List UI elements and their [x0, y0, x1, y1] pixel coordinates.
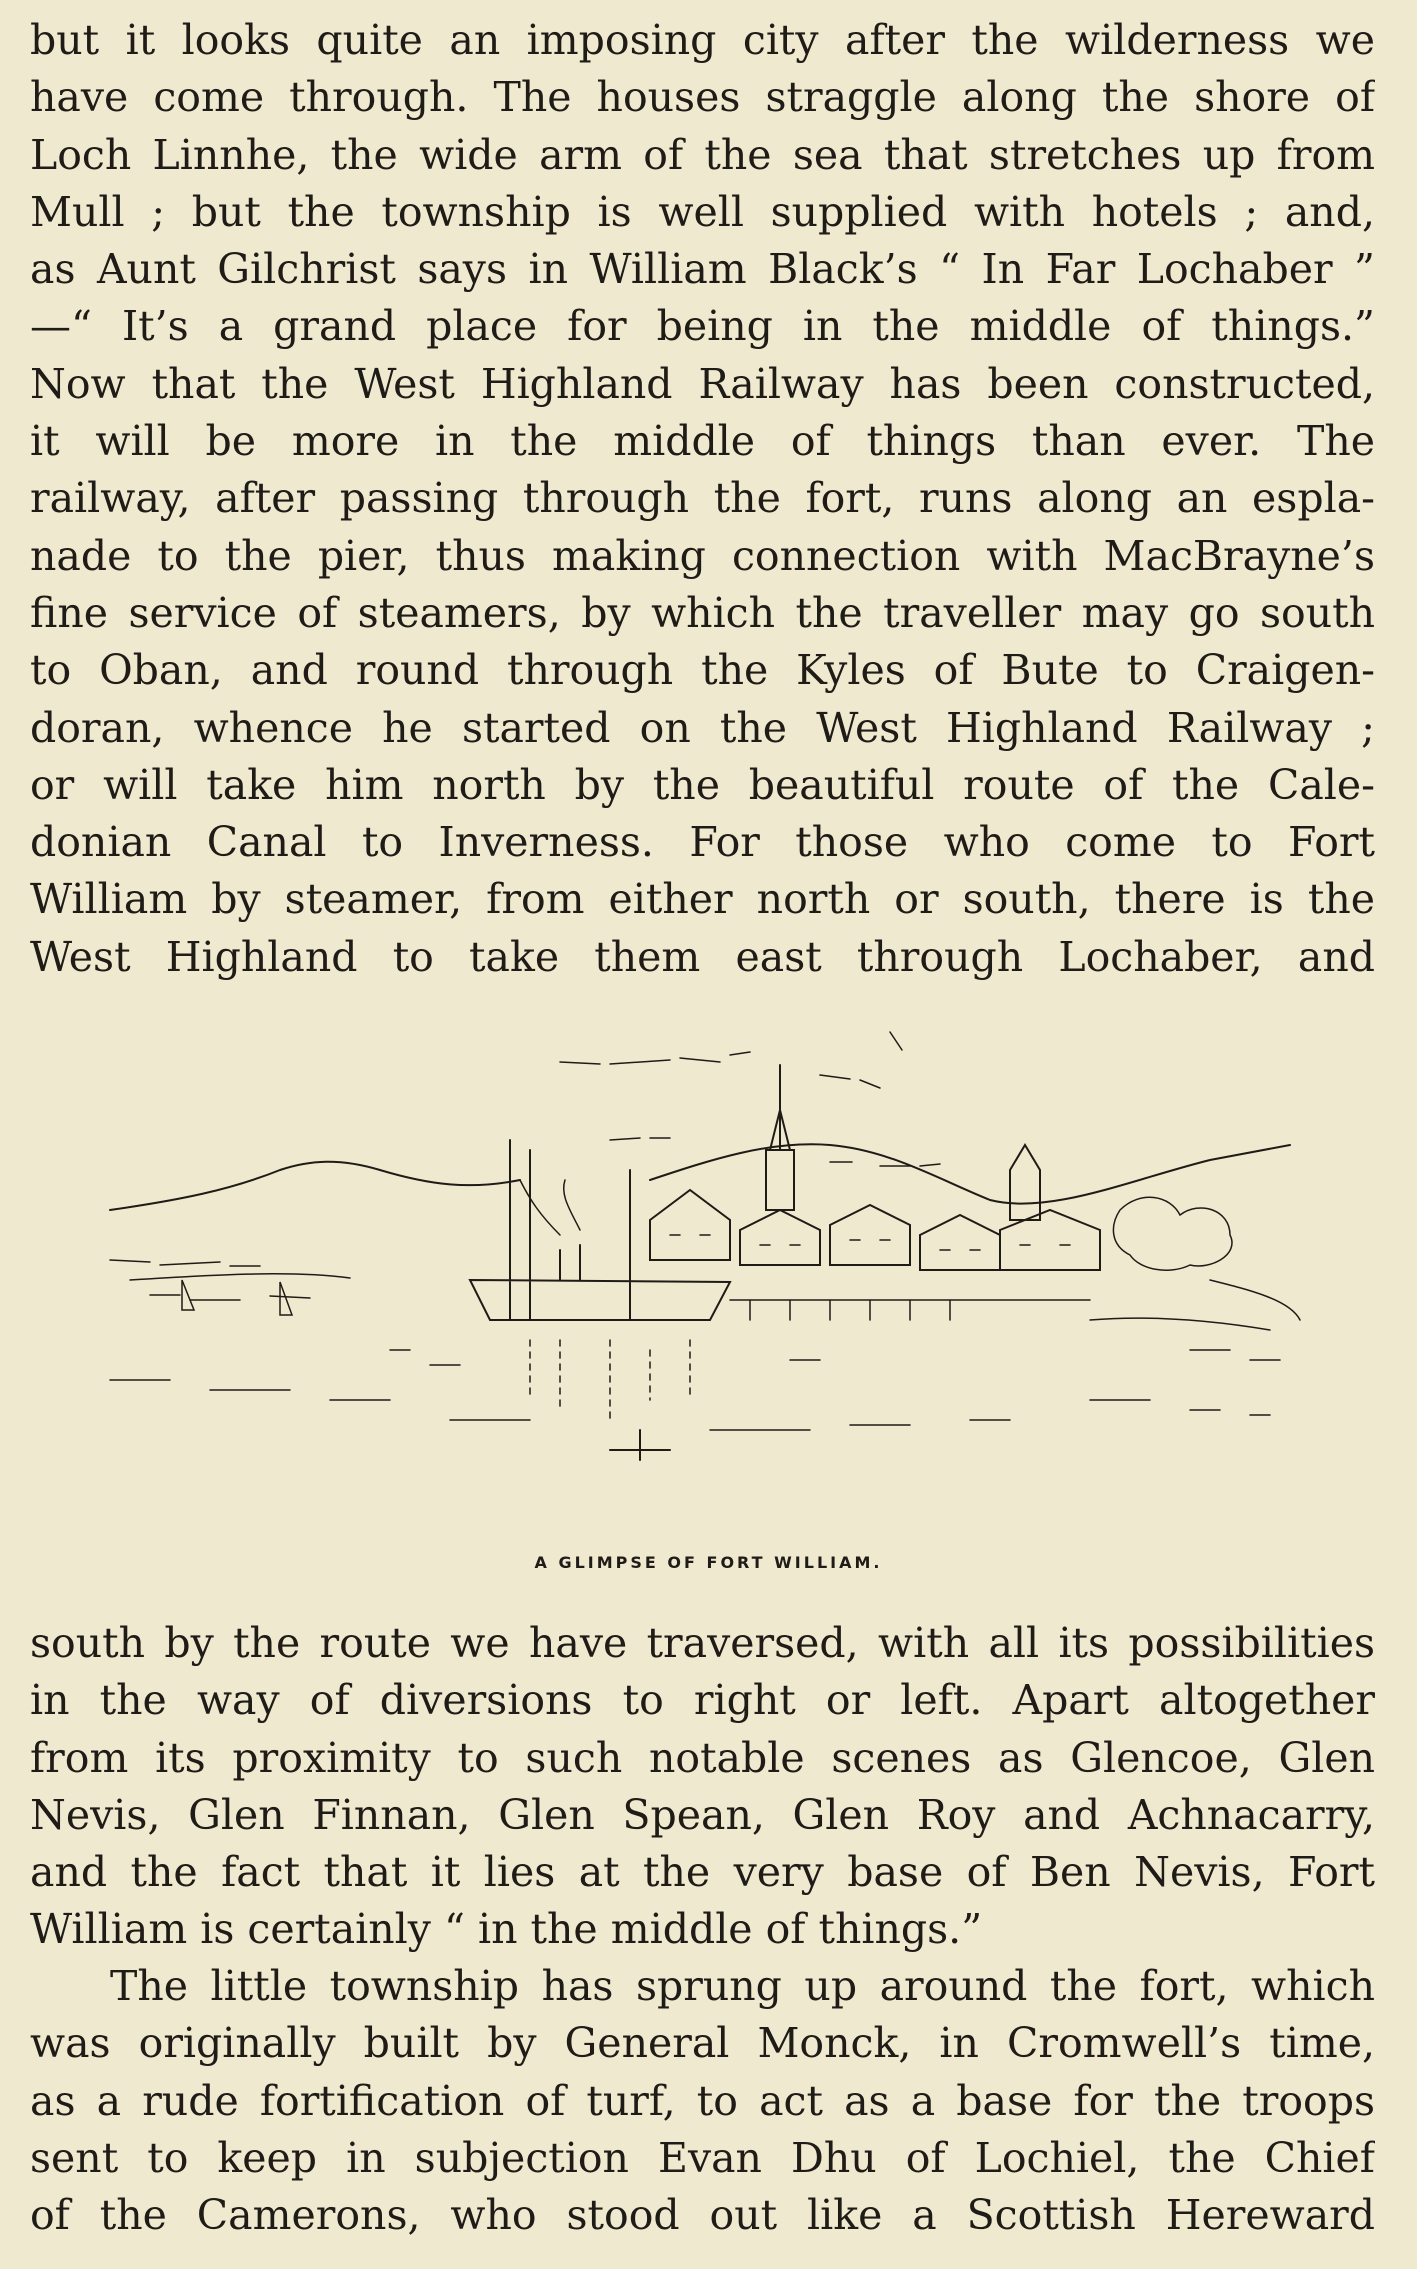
text-line: was originally built by General Monck, in Cromwell’s time,: [30, 2019, 1375, 2068]
text-line: —“ It’s a grand place for being in the middle of things.”: [30, 302, 1375, 351]
illustration-caption: A GLIMPSE OF FORT WILLIAM.: [534, 1553, 883, 1572]
text-line: Nevis, Glen Finnan, Glen Spean, Glen Roy and Achnacarry,: [30, 1790, 1375, 1839]
paragraph-top: [30, 12, 1375, 986]
text-line: West Highland to take them east through Lochaber, and: [30, 932, 1375, 981]
text-line: doran, whence he started on the West Highland Railway ;: [30, 703, 1375, 752]
text-line: Mull ; but the township is well supplied with hotels ; and,: [30, 187, 1375, 236]
text-line: from its proximity to such notable scenes as Glencoe, Glen: [30, 1733, 1375, 1782]
fort-william-illustration: [90, 1020, 1330, 1520]
text-line: Loch Linnhe, the wide arm of the sea that stretches up from: [30, 130, 1375, 179]
text-line: Now that the West Highland Railway has been constructed,: [30, 359, 1375, 408]
text-line: The little township has sprung up around the fort, which: [110, 1962, 1375, 2010]
text-line: fine service of steamers, by which the traveller may go south: [30, 588, 1375, 637]
paragraph-bottom: [30, 1958, 1375, 2244]
text-line: but it looks quite an imposing city after the wilderness we: [30, 16, 1375, 64]
text-line: as a rude fortification of turf, to act as a base for the troops: [30, 2076, 1375, 2125]
text-line: south by the route we have traversed, with all its possibilities: [30, 1619, 1375, 1667]
text-line: donian Canal to Inverness. For those who come to Fort: [30, 818, 1375, 867]
text-line: or will take him north by the beautiful route of the Cale-: [30, 760, 1375, 809]
text-line: William is certainly “ in the middle of things.”: [30, 1905, 983, 1954]
text-line: nade to the pier, thus making connection with MacBrayne’s: [30, 531, 1375, 580]
text-line: to Oban, and round through the Kyles of Bute to Craigen-: [30, 646, 1375, 695]
text-line: and the fact that it lies at the very base of Ben Nevis, Fort: [30, 1848, 1375, 1897]
paragraph-middle: [30, 1615, 1375, 1959]
text-line: in the way of diversions to right or left. Apart altogether: [30, 1676, 1375, 1725]
text-line: as Aunt Gilchrist says in William Black’s “ In Far Lochaber ”: [30, 245, 1375, 294]
text-line: it will be more in the middle of things than ever. The: [30, 417, 1375, 466]
text-line: sent to keep in subjection Evan Dhu of Lochiel, the Chief: [30, 2133, 1375, 2182]
text-line: railway, after passing through the fort, runs along an espla-: [30, 474, 1375, 523]
text-line: William by steamer, from either north or south, there is the: [30, 875, 1375, 924]
text-line: have come through. The houses straggle along the shore of: [30, 73, 1375, 122]
text-line: of the Camerons, who stood out like a Scottish Hereward: [30, 2191, 1375, 2240]
